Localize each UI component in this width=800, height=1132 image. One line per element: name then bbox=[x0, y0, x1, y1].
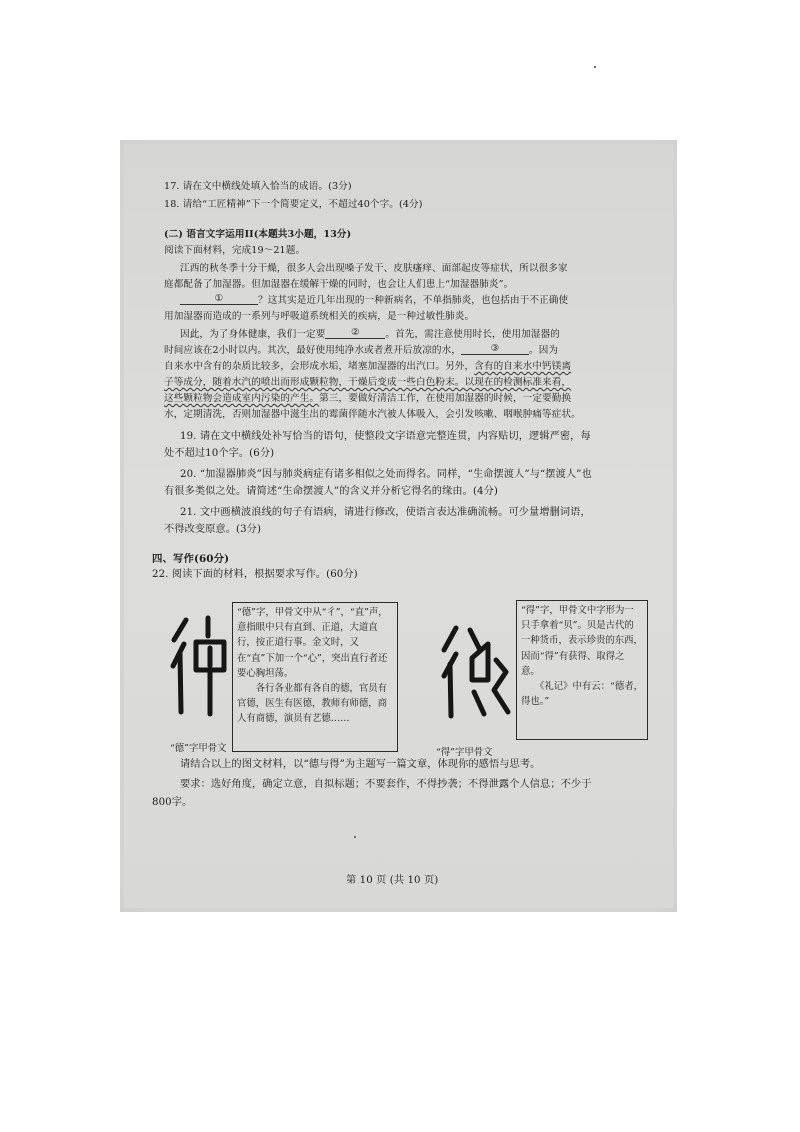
blank-1: ① bbox=[180, 294, 258, 305]
blank-2: ② bbox=[325, 328, 385, 339]
requirements-line1: 要求：选好角度，确定立意，自拟标题；不要套作，不得抄袭；不得泄露个人信息；不少于 bbox=[180, 779, 592, 790]
question-19-line1: 19. 请在文中横线处补写恰当的语句，使整段文字语意完整连贯，内容贴切，逻辑严密，每 bbox=[180, 431, 591, 442]
photographed-page bbox=[120, 140, 677, 912]
para2-line2: 用加湿器而造成的一系列与呼吸道系统相关的疾病，是一种过敏性肺炎。 bbox=[164, 311, 475, 322]
question-21-line2: 不得改变原意。(3分) bbox=[164, 524, 262, 535]
question-22: 22. 阅读下面的材料，根据要求写作。(60分) bbox=[152, 569, 358, 580]
requirements-line2: 800字。 bbox=[152, 797, 193, 808]
de-oracle-bone-glyph bbox=[168, 614, 234, 718]
para3-line6: 水，定期清洗，否则加湿器中滋生出的霉菌伴随水汽被人体吸入，会引发咳嗽、咽喉肿痛等症状。 bbox=[164, 409, 581, 420]
scan-speck bbox=[594, 66, 596, 68]
para3-line2: 时间应该在2小时以内。其次，最好使用纯净水或者煮开后放凉的水， ③ 。因为 bbox=[164, 343, 559, 356]
blank-3: ③ bbox=[461, 344, 529, 355]
question-17: 17. 请在文中横线处填入恰当的成语。(3分) bbox=[164, 181, 352, 192]
box-de-obtain-explanation: “得”字，甲骨文中字形为一只手拿着“贝”。贝是古代的一种货币，表示珍贵的东西，因而“得”有获得、取得之意。 《礼记》中有云：“德者，得也。” bbox=[516, 600, 648, 740]
de-obtain-oracle-bone-glyph bbox=[436, 620, 516, 720]
question-18: 18. 请给“工匠精神”下一个简要定义，不超过40个字。(4分) bbox=[164, 199, 423, 210]
para2-line1: ① ？这其实是近几年出现的一种新病名，不单指肺炎，也包括由于不正确使 bbox=[180, 294, 568, 308]
para1-line2: 庭都配备了加湿器。但加湿器在缓解干燥的同时，也会让人们患上“加湿器肺炎”。 bbox=[164, 279, 514, 290]
writing-prompt: 请结合以上的图文材料，以“德与得”为主题写一篇文章，体现你的感悟与思考。 bbox=[180, 759, 541, 770]
print-speck bbox=[354, 836, 356, 838]
section-2-intro: 阅读下面材料，完成19～21题。 bbox=[164, 245, 306, 256]
para3-line4-wavy: 子等成分，随着水汽的喷出而形成颗粒物，干燥后变成一些白色粉末。以现在的检测标准来看， bbox=[164, 377, 572, 388]
para3-line3: 自来水中含有的杂质比较多，会形成水垢，堵塞加湿器的出汽口。另外，含有的自来水中钙镁离 bbox=[164, 361, 572, 372]
section-4-title: 四、写作(60分) bbox=[152, 553, 230, 565]
question-20-line2: 有很多类似之处。请简述“生命摆渡人”的含义并分析它得名的缘由。(4分) bbox=[164, 486, 498, 497]
caption-de: “德”字甲骨文 bbox=[170, 743, 227, 754]
question-19-line2: 处不超过10个字。(6分) bbox=[164, 448, 275, 459]
section-2-title: (二) 语言文字运用II(本题共3小题，13分) bbox=[164, 229, 352, 240]
question-20-line1: 20. “加湿器肺炎”因与肺炎病症有诸多相似之处而得名。同样，“生命摆渡人”与“摆渡人”也 bbox=[180, 469, 592, 480]
caption-de-obtain: “得”字甲骨文 bbox=[436, 747, 493, 758]
question-21-line1: 21. 文中画横波浪线的句子有语病，请进行修改，使语言表达准确流畅。可少量增删词语， bbox=[180, 507, 591, 518]
para3-line5: 这些颗粒物会造成室内污染的产生。第三，要做好清洁工作，在使用加湿器的时候，一定要勤换 bbox=[164, 393, 572, 404]
box-de-explanation: “德”字，甲骨文中从“彳”，“直”声，意指眼中只有直到、正道，大道直行，按正道行事。金文时，又在“直”下加一个“心”，突出直行者还要心胸坦荡。 各行各业都有各自的德，官员有官德，医生有医德，教师有师德，商人有商德，演员有艺德…… bbox=[232, 602, 398, 752]
paper-sheet bbox=[124, 144, 673, 908]
page-footer: 第 10 页 (共 10 页) bbox=[346, 875, 439, 886]
para1-line1: 江西的秋冬季十分干燥，很多人会出现嗓子发干、皮肤瘙痒、面部起皮等症状，所以很多家 bbox=[180, 263, 568, 274]
para3-line1: 因此，为了身体健康，我们一定要 ② 。首先，需注意使用时长，使用加湿器的 bbox=[180, 327, 560, 340]
